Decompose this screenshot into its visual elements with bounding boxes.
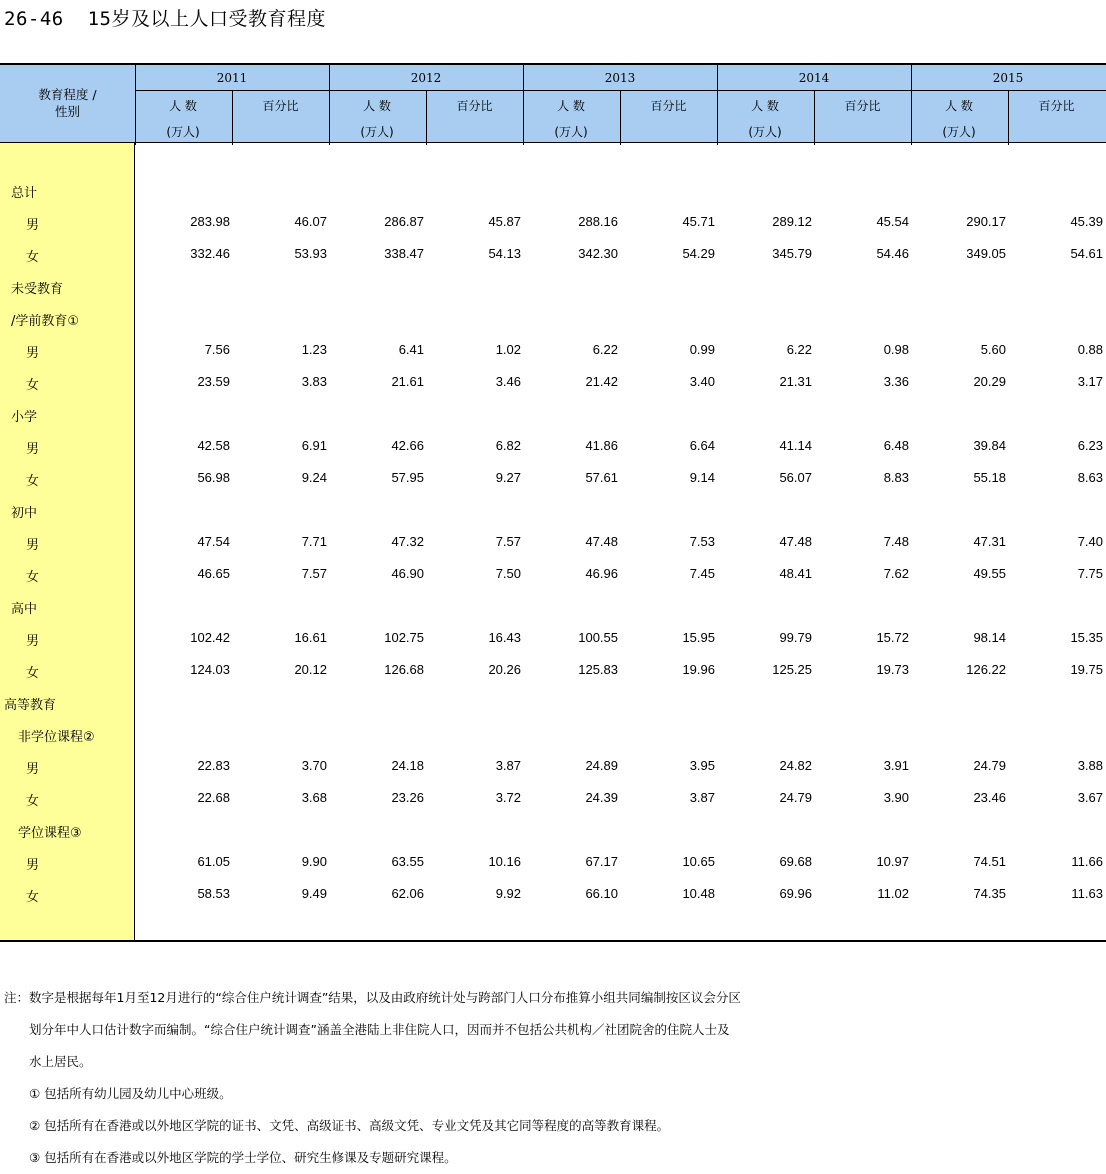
percent-cell: 3.17 (1077, 374, 1103, 389)
row-label: 女 (26, 570, 40, 585)
count-cell: 67.17 (585, 854, 618, 869)
count-cell: 6.22 (592, 342, 618, 357)
table-row (0, 622, 1106, 654)
count-cell: 47.32 (391, 534, 424, 549)
row-label: 女 (26, 666, 40, 681)
footnotes (4, 982, 1094, 1174)
count-cell: 24.18 (391, 758, 424, 773)
percent-cell: 7.48 (883, 534, 909, 549)
percent-cell: 11.02 (877, 886, 909, 901)
count-cell: 6.41 (398, 342, 424, 357)
row-label: 高中 (11, 602, 38, 617)
table-row (0, 718, 1106, 750)
table-row (0, 750, 1106, 782)
percent-cell: 3.95 (689, 758, 715, 773)
count-header-unit: (万人) (360, 125, 394, 139)
count-cell: 22.68 (197, 790, 230, 805)
row-label: 高等教育 (4, 698, 57, 713)
row-label: 非学位课程② (18, 730, 95, 745)
table-row (0, 878, 1106, 910)
count-cell: 61.05 (197, 854, 230, 869)
percent-cell: 16.43 (488, 630, 521, 645)
table-row (0, 686, 1106, 718)
count-header-unit: (万人) (554, 125, 588, 139)
percent-cell: 6.48 (883, 438, 909, 453)
count-cell: 74.35 (973, 886, 1006, 901)
percent-cell: 7.75 (1077, 566, 1103, 581)
percent-cell: 1.23 (301, 342, 327, 357)
count-header-label: 人 数 (945, 99, 973, 113)
count-cell: 99.79 (779, 630, 812, 645)
count-cell: 102.42 (190, 630, 230, 645)
row-label: 男 (26, 346, 40, 361)
row-label: 男 (26, 634, 40, 649)
count-cell: 21.42 (585, 374, 618, 389)
table-title: 26-46 15岁及以上人口受教育程度 (4, 8, 326, 30)
row-label: 女 (26, 794, 40, 809)
percent-cell: 3.68 (301, 790, 327, 805)
count-cell: 69.96 (779, 886, 812, 901)
count-cell: 41.86 (585, 438, 618, 453)
percent-cell: 10.16 (488, 854, 521, 869)
count-cell: 21.61 (391, 374, 424, 389)
row-label: 小学 (11, 410, 38, 425)
count-header-label: 人 数 (751, 99, 779, 113)
count-header-label: 人 数 (557, 99, 585, 113)
count-cell: 290.17 (966, 214, 1006, 229)
count-cell: 23.59 (197, 374, 230, 389)
row-label: 未受教育 (11, 282, 64, 297)
count-cell: 66.10 (585, 886, 618, 901)
count-cell: 338.47 (384, 246, 424, 261)
count-cell: 47.54 (197, 534, 230, 549)
table-row (0, 782, 1106, 814)
year-header: 2013 (604, 71, 636, 85)
count-cell: 102.75 (384, 630, 424, 645)
row-label: 男 (26, 762, 40, 777)
count-cell: 58.53 (197, 886, 230, 901)
percent-cell: 0.98 (883, 342, 909, 357)
count-cell: 5.60 (980, 342, 1006, 357)
count-cell: 63.55 (391, 854, 424, 869)
count-header-label: 人 数 (363, 99, 391, 113)
header-corner (0, 86, 135, 120)
table-header (0, 63, 1106, 143)
percent-cell: 19.96 (682, 662, 715, 677)
table-bottom-rule (0, 940, 1106, 942)
year-header: 2011 (216, 71, 248, 85)
table-row (0, 334, 1106, 366)
percent-cell: 15.72 (876, 630, 909, 645)
table-row (0, 590, 1106, 622)
count-cell: 22.83 (197, 758, 230, 773)
percent-cell: 3.91 (883, 758, 909, 773)
percent-cell: 3.87 (689, 790, 715, 805)
table-row (0, 654, 1106, 686)
education-table (0, 63, 1106, 943)
count-cell: 46.90 (391, 566, 424, 581)
percent-cell: 9.24 (301, 470, 327, 485)
count-cell: 125.25 (772, 662, 812, 677)
percent-header-label: 百分比 (1038, 99, 1075, 113)
percent-cell: 6.64 (689, 438, 715, 453)
row-label: 女 (26, 250, 40, 265)
corner-label-line1: 教育程度 / (38, 87, 97, 102)
count-cell: 55.18 (973, 470, 1006, 485)
count-cell: 69.68 (779, 854, 812, 869)
count-cell: 20.29 (973, 374, 1006, 389)
row-label: 总计 (11, 186, 38, 201)
percent-cell: 9.14 (689, 470, 715, 485)
year-header: 2015 (992, 71, 1024, 85)
percent-cell: 7.57 (301, 566, 327, 581)
footnote-line: ③ 包括所有在香港或以外地区学院的学士学位、研究生修课及专题研究课程。 (4, 1150, 457, 1165)
percent-cell: 19.75 (1070, 662, 1103, 677)
row-label: 初中 (11, 506, 38, 521)
percent-cell: 46.07 (294, 214, 327, 229)
percent-cell: 0.88 (1077, 342, 1103, 357)
percent-cell: 9.90 (301, 854, 327, 869)
table-row (0, 526, 1106, 558)
percent-cell: 7.62 (883, 566, 909, 581)
percent-cell: 45.71 (682, 214, 715, 229)
percent-header-label: 百分比 (844, 99, 881, 113)
percent-cell: 10.65 (682, 854, 715, 869)
percent-cell: 7.50 (495, 566, 521, 581)
count-cell: 126.68 (384, 662, 424, 677)
count-cell: 283.98 (190, 214, 230, 229)
percent-cell: 9.49 (301, 886, 327, 901)
count-cell: 21.31 (779, 374, 812, 389)
count-cell: 24.79 (779, 790, 812, 805)
table-row (0, 814, 1106, 846)
count-cell: 345.79 (772, 246, 812, 261)
count-header-unit: (万人) (166, 125, 200, 139)
count-cell: 332.46 (190, 246, 230, 261)
percent-cell: 9.27 (495, 470, 521, 485)
row-label: 男 (26, 442, 40, 457)
count-cell: 24.79 (973, 758, 1006, 773)
count-cell: 46.65 (197, 566, 230, 581)
footnote-line: 划分年中人口估计数字而编制。“综合住户统计调查”涵盖全港陆上非住院人口，因而并不包括公共机构／社团院舍的住院人士及 (4, 1022, 730, 1037)
count-cell: 24.39 (585, 790, 618, 805)
count-cell: 47.48 (779, 534, 812, 549)
count-cell: 49.55 (973, 566, 1006, 581)
percent-cell: 3.70 (301, 758, 327, 773)
percent-cell: 6.91 (301, 438, 327, 453)
table-row (0, 270, 1106, 302)
count-cell: 23.46 (973, 790, 1006, 805)
table-row (0, 430, 1106, 462)
count-cell: 98.14 (973, 630, 1006, 645)
table-row (0, 462, 1106, 494)
count-cell: 125.83 (578, 662, 618, 677)
percent-cell: 3.46 (495, 374, 521, 389)
footnote-line: ① 包括所有幼儿园及幼儿中心班级。 (4, 1086, 232, 1101)
year-header: 2014 (798, 71, 830, 85)
percent-cell: 3.72 (495, 790, 521, 805)
count-cell: 42.66 (391, 438, 424, 453)
count-cell: 342.30 (578, 246, 618, 261)
percent-cell: 3.88 (1077, 758, 1103, 773)
count-header-unit: (万人) (942, 125, 976, 139)
year-header: 2012 (410, 71, 442, 85)
percent-cell: 0.99 (689, 342, 715, 357)
count-cell: 56.98 (197, 470, 230, 485)
row-label: 男 (26, 218, 40, 233)
percent-cell: 6.82 (495, 438, 521, 453)
row-label: 男 (26, 538, 40, 553)
count-cell: 7.56 (204, 342, 230, 357)
count-cell: 24.89 (585, 758, 618, 773)
percent-cell: 8.83 (883, 470, 909, 485)
percent-cell: 3.90 (883, 790, 909, 805)
percent-cell: 19.73 (876, 662, 909, 677)
count-cell: 126.22 (966, 662, 1006, 677)
count-cell: 100.55 (578, 630, 618, 645)
percent-header-label: 百分比 (650, 99, 687, 113)
percent-cell: 7.45 (689, 566, 715, 581)
percent-cell: 7.53 (689, 534, 715, 549)
percent-cell: 16.61 (294, 630, 327, 645)
percent-cell: 3.36 (883, 374, 909, 389)
table-row (0, 398, 1106, 430)
table-row (0, 494, 1106, 526)
count-cell: 289.12 (772, 214, 812, 229)
count-cell: 24.82 (779, 758, 812, 773)
count-cell: 42.58 (197, 438, 230, 453)
count-cell: 46.96 (585, 566, 618, 581)
count-cell: 23.26 (391, 790, 424, 805)
percent-cell: 6.23 (1077, 438, 1103, 453)
table-row (0, 558, 1106, 590)
table-row (0, 174, 1106, 206)
percent-cell: 15.95 (682, 630, 715, 645)
footnote-line: ② 包括所有在香港或以外地区学院的证书、文凭、高级证书、高级文凭、专业文凭及其它同等程度的高等教育课程。 (4, 1118, 670, 1133)
footnote-line: 水上居民。 (4, 1054, 92, 1069)
row-label: /学前教育① (11, 314, 80, 329)
table-row (0, 302, 1106, 334)
count-cell: 349.05 (966, 246, 1006, 261)
percent-cell: 3.67 (1077, 790, 1103, 805)
percent-header-label: 百分比 (262, 99, 299, 113)
count-cell: 47.31 (973, 534, 1006, 549)
percent-cell: 45.87 (488, 214, 521, 229)
percent-cell: 45.54 (876, 214, 909, 229)
count-cell: 74.51 (973, 854, 1006, 869)
percent-cell: 53.93 (294, 246, 327, 261)
count-header-label: 人 数 (169, 99, 197, 113)
percent-cell: 10.97 (876, 854, 909, 869)
percent-cell: 8.63 (1077, 470, 1103, 485)
count-header-unit: (万人) (748, 125, 782, 139)
percent-cell: 7.57 (495, 534, 521, 549)
percent-cell: 20.12 (294, 662, 327, 677)
row-label: 女 (26, 474, 40, 489)
count-cell: 6.22 (786, 342, 812, 357)
count-cell: 57.95 (391, 470, 424, 485)
percent-cell: 9.92 (495, 886, 521, 901)
row-label: 学位课程③ (18, 826, 82, 841)
row-label: 女 (26, 378, 40, 393)
count-cell: 62.06 (391, 886, 424, 901)
count-cell: 288.16 (578, 214, 618, 229)
table-row (0, 238, 1106, 270)
count-cell: 39.84 (973, 438, 1006, 453)
percent-cell: 45.39 (1070, 214, 1103, 229)
count-cell: 56.07 (779, 470, 812, 485)
percent-cell: 3.87 (495, 758, 521, 773)
percent-cell: 15.35 (1070, 630, 1103, 645)
percent-cell: 1.02 (495, 342, 521, 357)
count-cell: 57.61 (585, 470, 618, 485)
percent-cell: 7.40 (1077, 534, 1103, 549)
count-cell: 124.03 (190, 662, 230, 677)
table-row (0, 206, 1106, 238)
table-row (0, 846, 1106, 878)
table-row (0, 366, 1106, 398)
percent-cell: 3.40 (689, 374, 715, 389)
percent-cell: 54.13 (488, 246, 521, 261)
percent-cell: 10.48 (682, 886, 715, 901)
count-cell: 48.41 (779, 566, 812, 581)
footnote-line: 注：数字是根据每年1月至12月进行的“综合住户统计调查”结果，以及由政府统计处与跨部门人口分布推算小组共同编制按区议会分区 (4, 990, 741, 1005)
count-cell: 47.48 (585, 534, 618, 549)
percent-cell: 11.63 (1071, 886, 1103, 901)
count-cell: 286.87 (384, 214, 424, 229)
percent-cell: 3.83 (301, 374, 327, 389)
row-label: 男 (26, 858, 40, 873)
corner-label-line2: 性别 (54, 104, 80, 119)
percent-header-label: 百分比 (456, 99, 493, 113)
percent-cell: 54.61 (1070, 246, 1103, 261)
percent-cell: 20.26 (488, 662, 521, 677)
percent-cell: 54.46 (876, 246, 909, 261)
percent-cell: 7.71 (301, 534, 327, 549)
percent-cell: 11.66 (1071, 854, 1103, 869)
row-label: 女 (26, 890, 40, 905)
percent-cell: 54.29 (682, 246, 715, 261)
count-cell: 41.14 (779, 438, 812, 453)
